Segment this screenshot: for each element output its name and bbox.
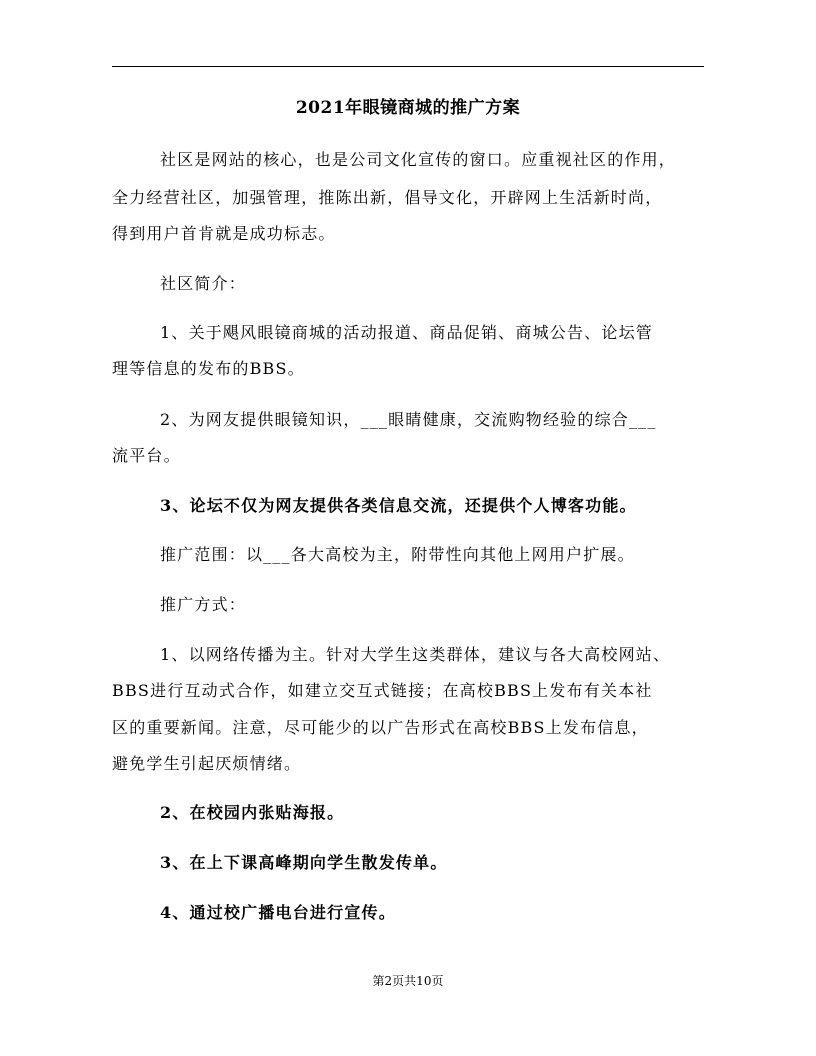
- paragraph-line: 推广范围：以___各大高校为主，附带性向其他上网用户扩展。: [160, 545, 635, 564]
- list-item-line: 避免学生引起厌烦情绪。: [112, 754, 302, 773]
- list-item-line: 流平台。: [112, 446, 181, 465]
- list-item-line: 1、关于飓风眼镜商城的活动报道、商品促销、商城公告、论坛管: [160, 323, 653, 342]
- page-number: 第2页共10页: [372, 974, 444, 988]
- section-heading: 推广方式：: [160, 595, 247, 614]
- header-rule: [112, 66, 704, 67]
- list-item-line: 3、在上下课高峰期向学生散发传单。: [160, 853, 448, 872]
- list-item-line: 区的重要新闻。注意，尽可能少的以广告形式在高校BBS上发布信息，: [112, 718, 649, 737]
- paragraph-line: 全力经营社区，加强管理，推陈出新，倡导文化，开辟网上生活新时尚，: [112, 188, 663, 207]
- list-item-line: 2、为网友提供眼镜知识，___眼睛健康，交流购物经验的综合___: [160, 410, 657, 429]
- paragraph-line: 得到用户首肯就是成功标志。: [112, 224, 336, 243]
- list-item-line: 理等信息的发布的BBS。: [112, 359, 305, 378]
- document-title: 2021年眼镜商城的推广方案: [295, 98, 521, 118]
- list-item-line: BBS进行互动式合作，如建立交互式链接；在高校BBS上发布有关本社: [112, 681, 653, 700]
- section-heading: 社区简介：: [160, 274, 247, 293]
- list-item-line: 3、论坛不仅为网友提供各类信息交流，还提供个人博客功能。: [160, 496, 637, 515]
- list-item-line: 1、以网络传播为主。针对大学生这类群体，建议与各大高校网站、: [160, 645, 671, 664]
- paragraph-line: 社区是网站的核心，也是公司文化宣传的窗口。应重视社区的作用，: [160, 150, 677, 169]
- list-item-line: 4、通过校广播电台进行宣传。: [160, 903, 396, 922]
- list-item-line: 2、在校园内张贴海报。: [160, 803, 345, 822]
